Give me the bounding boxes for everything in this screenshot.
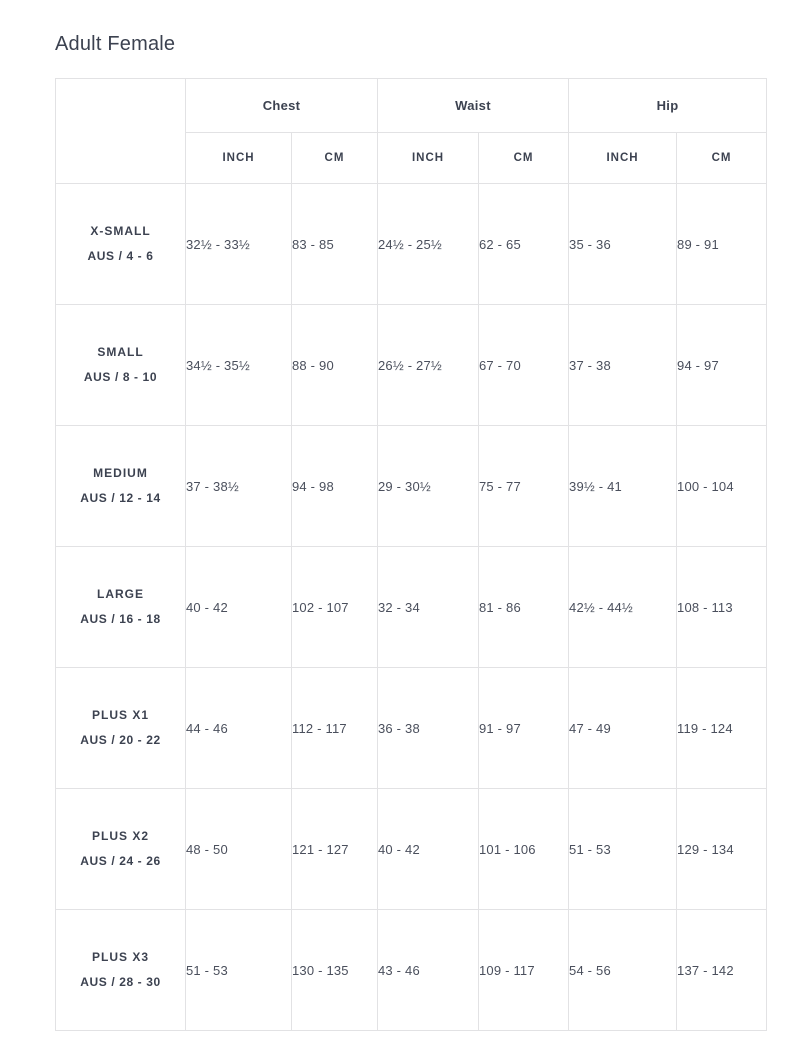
table-row (56, 668, 767, 789)
cell-chest-inch: 51 - 53 (186, 910, 292, 1031)
unit-header-hip-cm: CM (677, 133, 767, 184)
cell-waist-inch: 32 - 34 (378, 547, 479, 668)
table-row (56, 547, 767, 668)
unit-header-chest-inch: INCH (186, 133, 292, 184)
cell-hip-inch: 54 - 56 (569, 910, 677, 1031)
cell-chest-inch: 48 - 50 (186, 789, 292, 910)
cell-chest-cm: 121 - 127 (292, 789, 378, 910)
cell-hip-cm: 108 - 113 (677, 547, 767, 668)
cell-hip-cm: 137 - 142 (677, 910, 767, 1031)
row-size-name: SMALL (97, 344, 144, 359)
cell-waist-cm: 109 - 117 (479, 910, 569, 1031)
table-header (56, 79, 767, 184)
cell-hip-inch: 39½ - 41 (569, 426, 677, 547)
row-aus-name: AUS / 12 - 14 (80, 491, 161, 505)
cell-waist-cm: 81 - 86 (479, 547, 569, 668)
cell-chest-cm: 112 - 117 (292, 668, 378, 789)
corner-cell (56, 79, 186, 184)
cell-waist-cm: 75 - 77 (479, 426, 569, 547)
table-row (56, 910, 767, 1031)
row-label (56, 184, 186, 305)
cell-hip-cm: 94 - 97 (677, 305, 767, 426)
cell-chest-cm: 130 - 135 (292, 910, 378, 1031)
group-header-hip: Hip (569, 79, 767, 133)
cell-waist-inch: 43 - 46 (378, 910, 479, 1031)
cell-chest-cm: 94 - 98 (292, 426, 378, 547)
cell-hip-inch: 35 - 36 (569, 184, 677, 305)
page-title: Adult Female (55, 33, 176, 55)
cell-waist-inch: 29 - 30½ (378, 426, 479, 547)
cell-waist-inch: 24½ - 25½ (378, 184, 479, 305)
cell-waist-inch: 40 - 42 (378, 789, 479, 910)
cell-chest-cm: 88 - 90 (292, 305, 378, 426)
cell-hip-cm: 100 - 104 (677, 426, 767, 547)
table-row (56, 789, 767, 910)
cell-hip-inch: 42½ - 44½ (569, 547, 677, 668)
row-label (56, 305, 186, 426)
unit-header-chest-cm: CM (292, 133, 378, 184)
table-row (56, 426, 767, 547)
row-label (56, 789, 186, 910)
row-size-name: X-SMALL (90, 223, 151, 238)
row-size-name: MEDIUM (93, 465, 148, 480)
cell-chest-inch: 44 - 46 (186, 668, 292, 789)
table-row (56, 305, 767, 426)
cell-hip-cm: 119 - 124 (677, 668, 767, 789)
size-chart-table (55, 78, 767, 1031)
row-aus-name: AUS / 8 - 10 (83, 370, 158, 384)
cell-hip-inch: 51 - 53 (569, 789, 677, 910)
row-aus-name: AUS / 20 - 22 (80, 733, 161, 747)
cell-chest-inch: 37 - 38½ (186, 426, 292, 547)
group-header-chest: Chest (186, 79, 378, 133)
row-aus-name: AUS / 4 - 6 (87, 249, 154, 263)
unit-header-waist-cm: CM (479, 133, 569, 184)
row-label (56, 668, 186, 789)
cell-chest-inch: 40 - 42 (186, 547, 292, 668)
row-size-name: LARGE (97, 586, 144, 601)
row-label (56, 547, 186, 668)
unit-header-hip-inch: INCH (569, 133, 677, 184)
cell-waist-cm: 101 - 106 (479, 789, 569, 910)
cell-chest-cm: 102 - 107 (292, 547, 378, 668)
group-header-row (56, 79, 767, 133)
cell-waist-inch: 36 - 38 (378, 668, 479, 789)
row-size-name: PLUS X2 (91, 828, 149, 843)
cell-waist-cm: 62 - 65 (479, 184, 569, 305)
cell-hip-cm: 129 - 134 (677, 789, 767, 910)
cell-hip-inch: 37 - 38 (569, 305, 677, 426)
cell-chest-inch: 34½ - 35½ (186, 305, 292, 426)
row-aus-name: AUS / 16 - 18 (80, 612, 161, 626)
cell-waist-cm: 91 - 97 (479, 668, 569, 789)
cell-waist-inch: 26½ - 27½ (378, 305, 479, 426)
cell-chest-cm: 83 - 85 (292, 184, 378, 305)
cell-waist-cm: 67 - 70 (479, 305, 569, 426)
row-size-name: PLUS X3 (91, 949, 149, 964)
table-body (56, 184, 767, 1031)
group-header-waist: Waist (378, 79, 569, 133)
cell-hip-inch: 47 - 49 (569, 668, 677, 789)
unit-header-waist-inch: INCH (378, 133, 479, 184)
row-label (56, 910, 186, 1031)
cell-chest-inch: 32½ - 33½ (186, 184, 292, 305)
row-label (56, 426, 186, 547)
table-row (56, 184, 767, 305)
row-aus-name: AUS / 28 - 30 (80, 975, 161, 989)
row-aus-name: AUS / 24 - 26 (80, 854, 161, 868)
row-size-name: PLUS X1 (91, 707, 149, 722)
cell-hip-cm: 89 - 91 (677, 184, 767, 305)
